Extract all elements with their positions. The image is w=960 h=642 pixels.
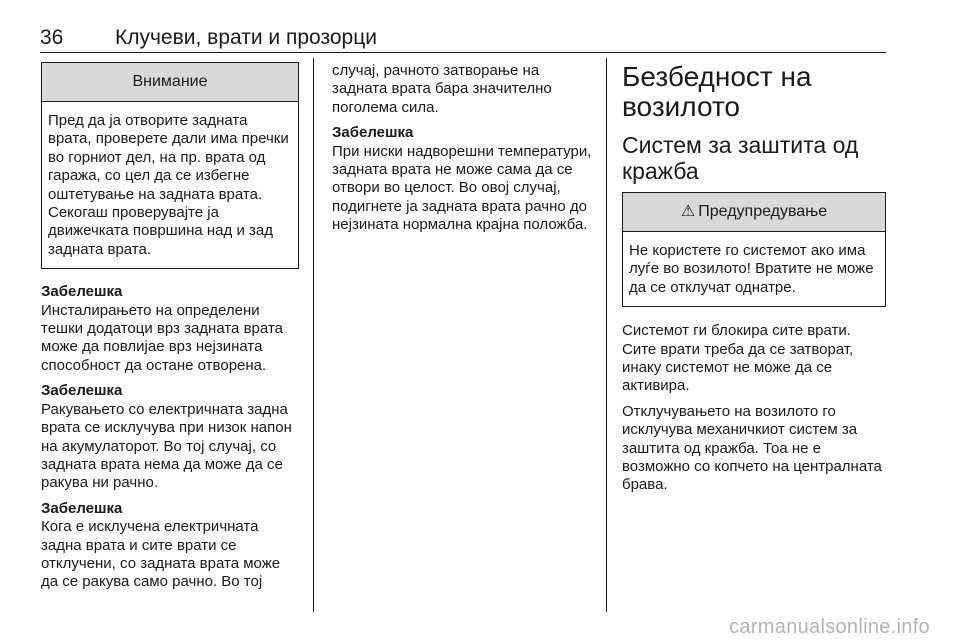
warning-text: Не користете го системот ако има луѓе во возилото! Вратите не може да се отклучат однатре. xyxy=(629,242,874,296)
warning-box xyxy=(622,192,886,307)
warning-triangle-icon: ⚠ xyxy=(680,203,696,220)
column-1 xyxy=(41,62,299,592)
body-paragraph: Отклучувањето на возилото го исклучува механичкиот систем за заштита од кражба. Тоа не е возможно со копчето на централната брава. xyxy=(622,402,882,494)
warning-header xyxy=(623,193,885,232)
note-text: При ниски надворешни температури, задната врата не може сама да се отвори во целост. Во овој случај, подигнете ја задната врата рачно до нејзината нормална крајна положба. xyxy=(332,142,592,234)
warning-title: Предупредување xyxy=(698,203,828,220)
continuation-text: случај, рачното затворање на задната врата бара значително поголема сила. xyxy=(332,62,552,116)
column-2 xyxy=(332,62,596,235)
watermark: carmanualsonline.info xyxy=(729,616,930,638)
chapter-title: Клучеви, врати и прозорци xyxy=(115,26,377,49)
caution-box xyxy=(41,62,299,269)
note-label: Забелешка xyxy=(41,382,123,400)
note-label: Забелешка xyxy=(332,124,414,142)
column-divider xyxy=(606,58,607,612)
note-text: Инсталирањето на определени тешки додатоци врз задната врата може да повлијае врз нејзината способност да остане отворена. xyxy=(41,301,283,374)
subsection-heading: Систем за заштита од кражба xyxy=(622,132,859,184)
caution-title: Внимание xyxy=(42,63,298,102)
note-text: Ракувањето со електричната задна врата се исклучува при низок напон на акумулаторот. Во тој случај, со задната врата нема да може да се ракува ни рачно. xyxy=(41,400,292,492)
page-header xyxy=(40,26,886,53)
section-heading: Безбедност на возилото xyxy=(622,61,812,122)
note-text: Кога е исклучена електричната задна врата и сите врати се отклучени, со задната врата може да се ракува само рачно. Во тој xyxy=(41,518,281,591)
caution-text: Пред да ја отворите задната врата, проверете дали има пречки во горниот дел, на пр. врата од гаража, со цел да се избегне оштетување на задната врата. Секогаш проверувајте ја движечката површина над и зад задната врата. xyxy=(48,112,289,258)
page-number: 36 xyxy=(40,26,64,49)
column-divider xyxy=(313,58,314,612)
note xyxy=(41,382,299,492)
note xyxy=(332,124,596,234)
note-label: Забелешка xyxy=(41,499,123,517)
body-paragraph: Системот ги блокира сите врати. Сите врати треба да се затворат, инаку системот не може да се активира. xyxy=(622,322,854,395)
note-label: Забелешка xyxy=(41,283,123,301)
note xyxy=(41,283,299,375)
note xyxy=(41,500,299,592)
column-3 xyxy=(622,62,886,495)
